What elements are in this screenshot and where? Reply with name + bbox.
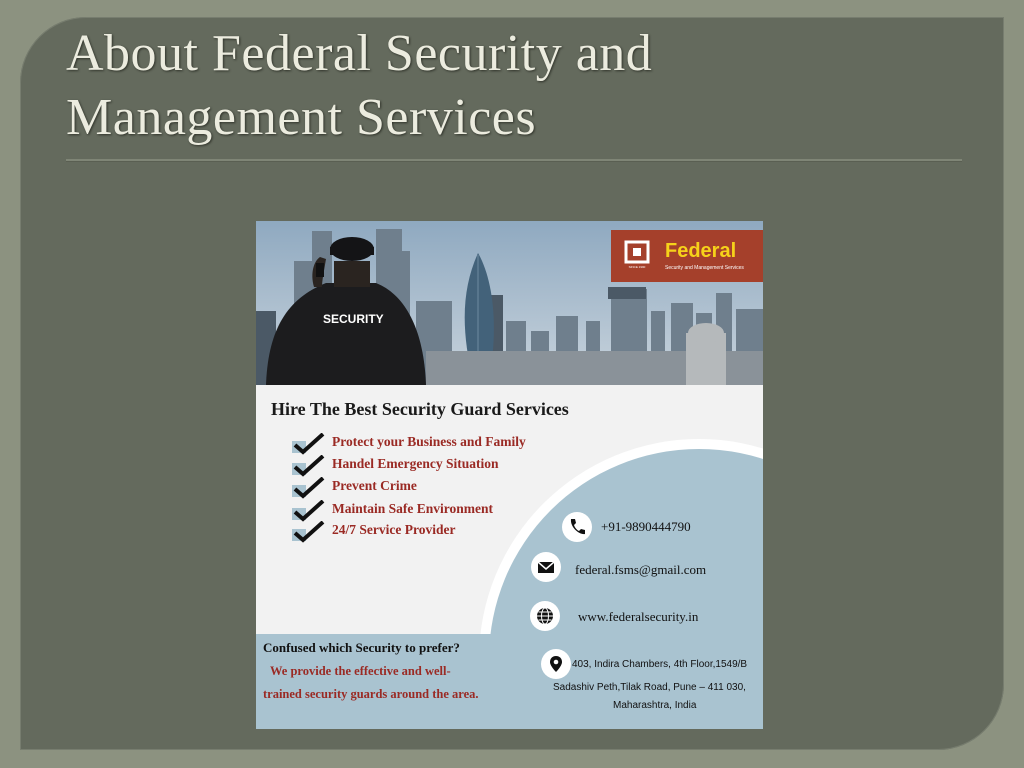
benefit-text: Handel Emergency Situation <box>332 456 499 471</box>
location-pin-icon <box>541 649 571 679</box>
email-address: federal.fsms@gmail.com <box>575 562 707 577</box>
federal-logo-icon <box>624 240 650 270</box>
globe-icon <box>530 601 560 631</box>
security-poster <box>256 221 763 729</box>
phone-number: +91-9890444790 <box>601 519 691 534</box>
benefit-text: Maintain Safe Environment <box>332 501 494 516</box>
confused-box <box>256 634 528 729</box>
benefit-text: 24/7 Service Provider <box>332 522 456 537</box>
email-icon <box>531 552 561 582</box>
benefit-item <box>292 477 532 499</box>
logo-caption: SINCE 1990 <box>628 265 646 269</box>
benefit-text: Prevent Crime <box>332 478 417 493</box>
brand-name: Federal <box>665 240 737 262</box>
slide-title <box>66 22 966 150</box>
check-icon <box>292 500 326 522</box>
confused-line-1: We provide the effective and well- <box>270 664 451 678</box>
confused-title: Confused which Security to prefer? <box>263 640 460 655</box>
check-icon <box>292 521 326 543</box>
security-badge-text: SECURITY <box>323 312 384 326</box>
benefit-item <box>292 455 532 477</box>
address-line-1: 403, Indira Chambers, 4th Floor,1549/B <box>572 659 748 670</box>
confused-line-2: trained security guards around the area. <box>263 687 479 701</box>
address-line-2: Sadashiv Peth,Tilak Road, Pune – 411 030, <box>553 682 746 693</box>
benefit-item <box>292 500 532 522</box>
hero-photo <box>256 221 763 385</box>
benefit-item <box>292 521 532 543</box>
check-icon <box>292 477 326 499</box>
title-divider <box>66 159 962 162</box>
address-line-3: Maharashtra, India <box>613 700 697 711</box>
brand-tagline: Security and Management Services <box>665 265 744 271</box>
check-icon <box>292 455 326 477</box>
benefit-text: Protect your Business and Family <box>332 434 526 449</box>
phone-icon <box>562 512 592 542</box>
slide-title-line-1: About Federal Security and <box>66 25 653 82</box>
brand-box <box>611 230 763 282</box>
hire-heading: Hire The Best Security Guard Services <box>271 399 569 419</box>
check-icon <box>292 433 326 455</box>
website-url: www.federalsecurity.in <box>578 609 699 624</box>
benefit-item <box>292 433 532 455</box>
slide-title-line-2: Management Services <box>66 89 537 146</box>
